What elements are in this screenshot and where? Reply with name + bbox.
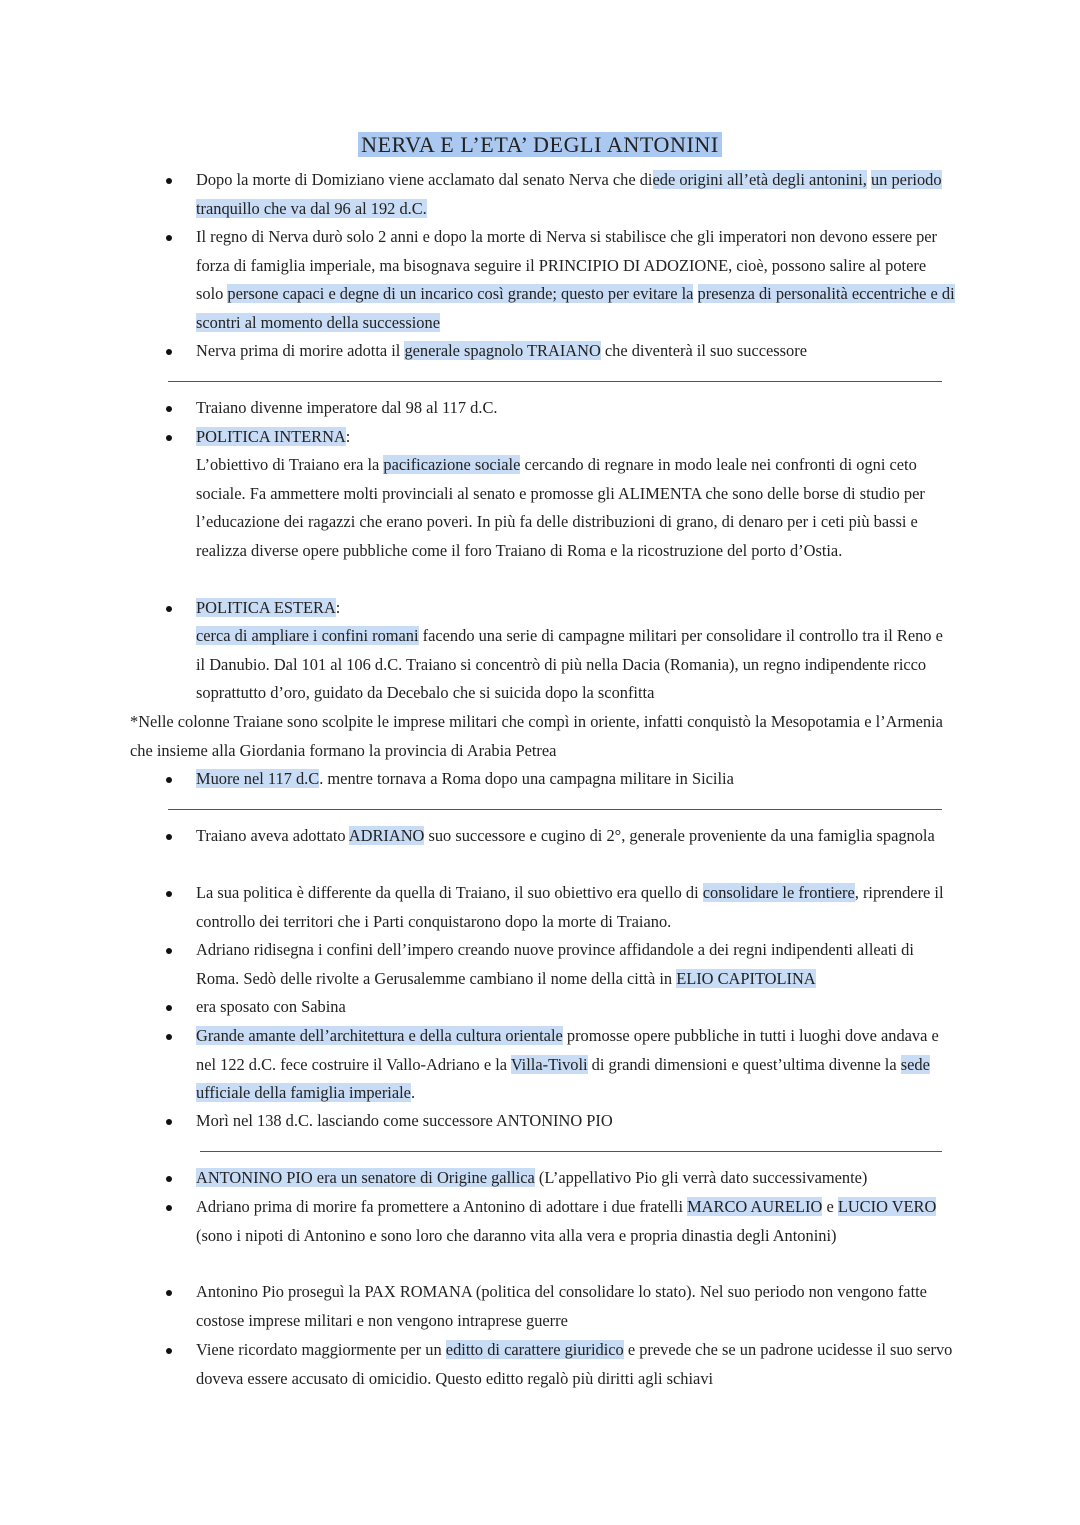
highlighted-text: ede origini all’età degli antonini, — [652, 170, 867, 189]
text-span: Traiano aveva adottato — [196, 826, 349, 845]
highlighted-text: sede ufficiale della famiglia imperiale — [196, 1054, 930, 1103]
text-span: promosse opere pubbliche in tutti i luoghi dove andava e nel 122 d.C. fece costruire il Vallo-Adriano e la — [196, 1026, 939, 1074]
list-item — [196, 936, 956, 993]
list-item — [196, 223, 956, 338]
text-span: : — [335, 598, 341, 617]
highlighted-text: POLITICA ESTERA — [196, 598, 336, 617]
bullet-dot — [166, 1034, 172, 1040]
list-item — [196, 765, 956, 794]
highlighted-text: persone capaci e degne di un incarico così grande; questo per evitare la — [227, 284, 694, 304]
text-span: Antonino Pio proseguì la PAX ROMANA (politica del consolidare lo stato). Nel suo periodo non vengono fatte costose imprese militari e non vengono intraprese guerre — [196, 1282, 927, 1330]
text-span: di grandi dimensioni e quest’ultima divenne la — [587, 1054, 901, 1074]
highlighted-text: Muore nel 117 d.C — [196, 769, 320, 788]
list-item — [196, 993, 956, 1022]
bullet-dot — [166, 178, 172, 184]
highlighted-text: generale spagnolo TRAIANO — [404, 341, 601, 360]
list-item — [196, 166, 956, 223]
section-divider — [168, 381, 942, 382]
highlighted-text: Grande amante dell’architettura e della cultura orientale — [196, 1026, 563, 1045]
highlighted-text: editto di carattere giuridico — [445, 1340, 624, 1359]
section-divider — [168, 809, 942, 810]
highlighted-text: cerca di ampliare i confini romani — [196, 626, 419, 645]
page-title — [0, 128, 1080, 162]
highlighted-text: presenza di personalità eccentriche e di scontri al momento della successione — [196, 284, 955, 333]
title-text: NERVA E L’ETA’ DEGLI ANTONINI — [358, 132, 722, 157]
text-span: . mentre tornava a Roma dopo una campagna militare in Sicilia — [319, 769, 734, 788]
bullet-dot — [166, 777, 172, 783]
text-span: era sposato con Sabina — [196, 997, 346, 1016]
list-item — [196, 337, 956, 366]
text-span: cercando di regnare in modo leale nei confronti di ogni ceto sociale. Fa ammettere molti provinciali al senato e promosse gli ALIMENTA che sono delle borse di studio per l’educazione dei ragazzi che erano poveri. In più fa delle distribuzioni di grano, di denaro per i ceti più bassi e realizza diverse opere pubbliche come il foro Traiano di Roma e la ricostruzione del porto d’Ostia. — [196, 455, 925, 561]
text-span: (L’appellativo Pio gli verrà dato successivamente) — [534, 1168, 868, 1187]
text-span: Nerva prima di morire adotta il — [196, 341, 405, 360]
text-span: *Nelle colonne Traiane sono scolpite le imprese militari che compì in oriente, infatti conquistò la Mesopotamia e l’Armenia che insieme alla Giordania formano la provincia di Arabia Petrea — [130, 712, 943, 760]
bullet-dot — [166, 834, 172, 840]
section-divider — [200, 1151, 942, 1152]
highlighted-text: MARCO AURELIO — [687, 1197, 823, 1216]
highlighted-text: LUCIO VERO — [837, 1197, 937, 1216]
text-span: Adriano ridisegna i confini dell’impero creando nuove province affidandole a dei regni indipendenti alleati di Roma. Sedò delle rivolte a Gerusalemme cambiano il nome della città in — [196, 940, 914, 988]
highlighted-text: consolidare le frontiere — [702, 883, 855, 902]
list-item — [196, 1193, 956, 1250]
text-span: Traiano divenne imperatore dal 98 al 117 d.C. — [196, 398, 498, 417]
list-item — [196, 1164, 956, 1193]
bullet-dot — [166, 1205, 172, 1211]
list-item — [196, 1278, 956, 1335]
text-span: : — [345, 427, 351, 446]
bullet-dot — [166, 948, 172, 954]
bullet-dot — [166, 1176, 172, 1182]
list-item — [196, 394, 956, 423]
list-item — [196, 423, 956, 452]
paragraph — [196, 622, 956, 708]
bullet-dot — [166, 1119, 172, 1125]
text-span: e — [822, 1197, 838, 1216]
list-item — [196, 594, 956, 623]
text-span: Morì nel 138 d.C. lasciando come successore ANTONINO PIO — [196, 1111, 613, 1130]
text-span: . — [410, 1083, 416, 1103]
highlighted-text: Villa-Tivoli — [510, 1054, 588, 1074]
text-span: , riprendere il controllo dei territori che i Parti conquistarono dopo la morte di Traiano. — [196, 883, 944, 931]
list-item — [196, 822, 956, 851]
highlighted-text: pacificazione sociale — [383, 455, 521, 474]
bullet-dot — [166, 406, 172, 412]
text-span: (sono i nipoti di Antonino e sono loro che daranno vita alla vera e propria dinastia degli Antonini) — [196, 1225, 837, 1245]
list-item — [196, 1336, 956, 1393]
footnote — [130, 708, 960, 765]
text-span: Adriano prima di morire fa promettere a Antonino di adottare i due fratelli — [196, 1197, 688, 1216]
text-span: e prevede che se un padrone ucidesse il suo servo doveva essere accusato di omicidio. Questo editto regalò più diritti agli schiavi — [196, 1340, 953, 1388]
list-item — [196, 879, 956, 936]
bullet-dot — [166, 349, 172, 355]
text-span: suo successore e cugino di 2°, generale proveniente da una famiglia spagnola — [424, 826, 935, 845]
paragraph — [196, 451, 956, 566]
text-span: Il regno di Nerva durò solo 2 anni e dopo la morte di Nerva si stabilisce che gli imperatori non devono essere per forza di famiglia imperiale, ma bisognava seguire il PRINCIPIO DI ADOZIONE, cioè, possono salire al potere solo — [196, 227, 938, 304]
highlighted-text: un periodo tranquillo che va dal 96 al 192 d.C. — [196, 170, 942, 218]
text-span: La sua politica è differente da quella di Traiano, il suo obiettivo era quello di — [196, 883, 703, 902]
text-span: L’obiettivo di Traiano era la — [196, 455, 384, 474]
bullet-dot — [166, 435, 172, 441]
bullet-dot — [166, 1005, 172, 1011]
bullet-dot — [166, 1290, 172, 1296]
highlighted-text: ANTONINO PIO era un senatore di Origine gallica — [196, 1168, 535, 1187]
bullet-dot — [166, 891, 172, 897]
text-span: Viene ricordato maggiormente per un — [196, 1340, 446, 1359]
bullet-dot — [166, 1348, 172, 1354]
text-span — [693, 284, 697, 303]
bullet-dot — [166, 235, 172, 241]
highlighted-text: ELIO CAPITOLINA — [676, 968, 816, 988]
highlighted-text: POLITICA INTERNA — [196, 427, 346, 446]
text-span: Dopo la morte di Domiziano viene acclamato dal senato Nerva che di — [196, 170, 653, 189]
list-item — [196, 1107, 956, 1136]
bullet-dot — [166, 606, 172, 612]
highlighted-text: ADRIANO — [348, 826, 425, 845]
text-span: facendo una serie di campagne militari per consolidare il controllo tra il Reno e il Danubio. Dal 101 al 106 d.C. Traiano si concentrò di più nella Dacia (Romania), un regno indipendente ricco soprattutto d’oro, guidato da Decebalo che si suicida dopo la sconfitta — [196, 626, 943, 703]
text-span: che diventerà il suo successore — [600, 341, 807, 360]
list-item — [196, 1022, 956, 1108]
